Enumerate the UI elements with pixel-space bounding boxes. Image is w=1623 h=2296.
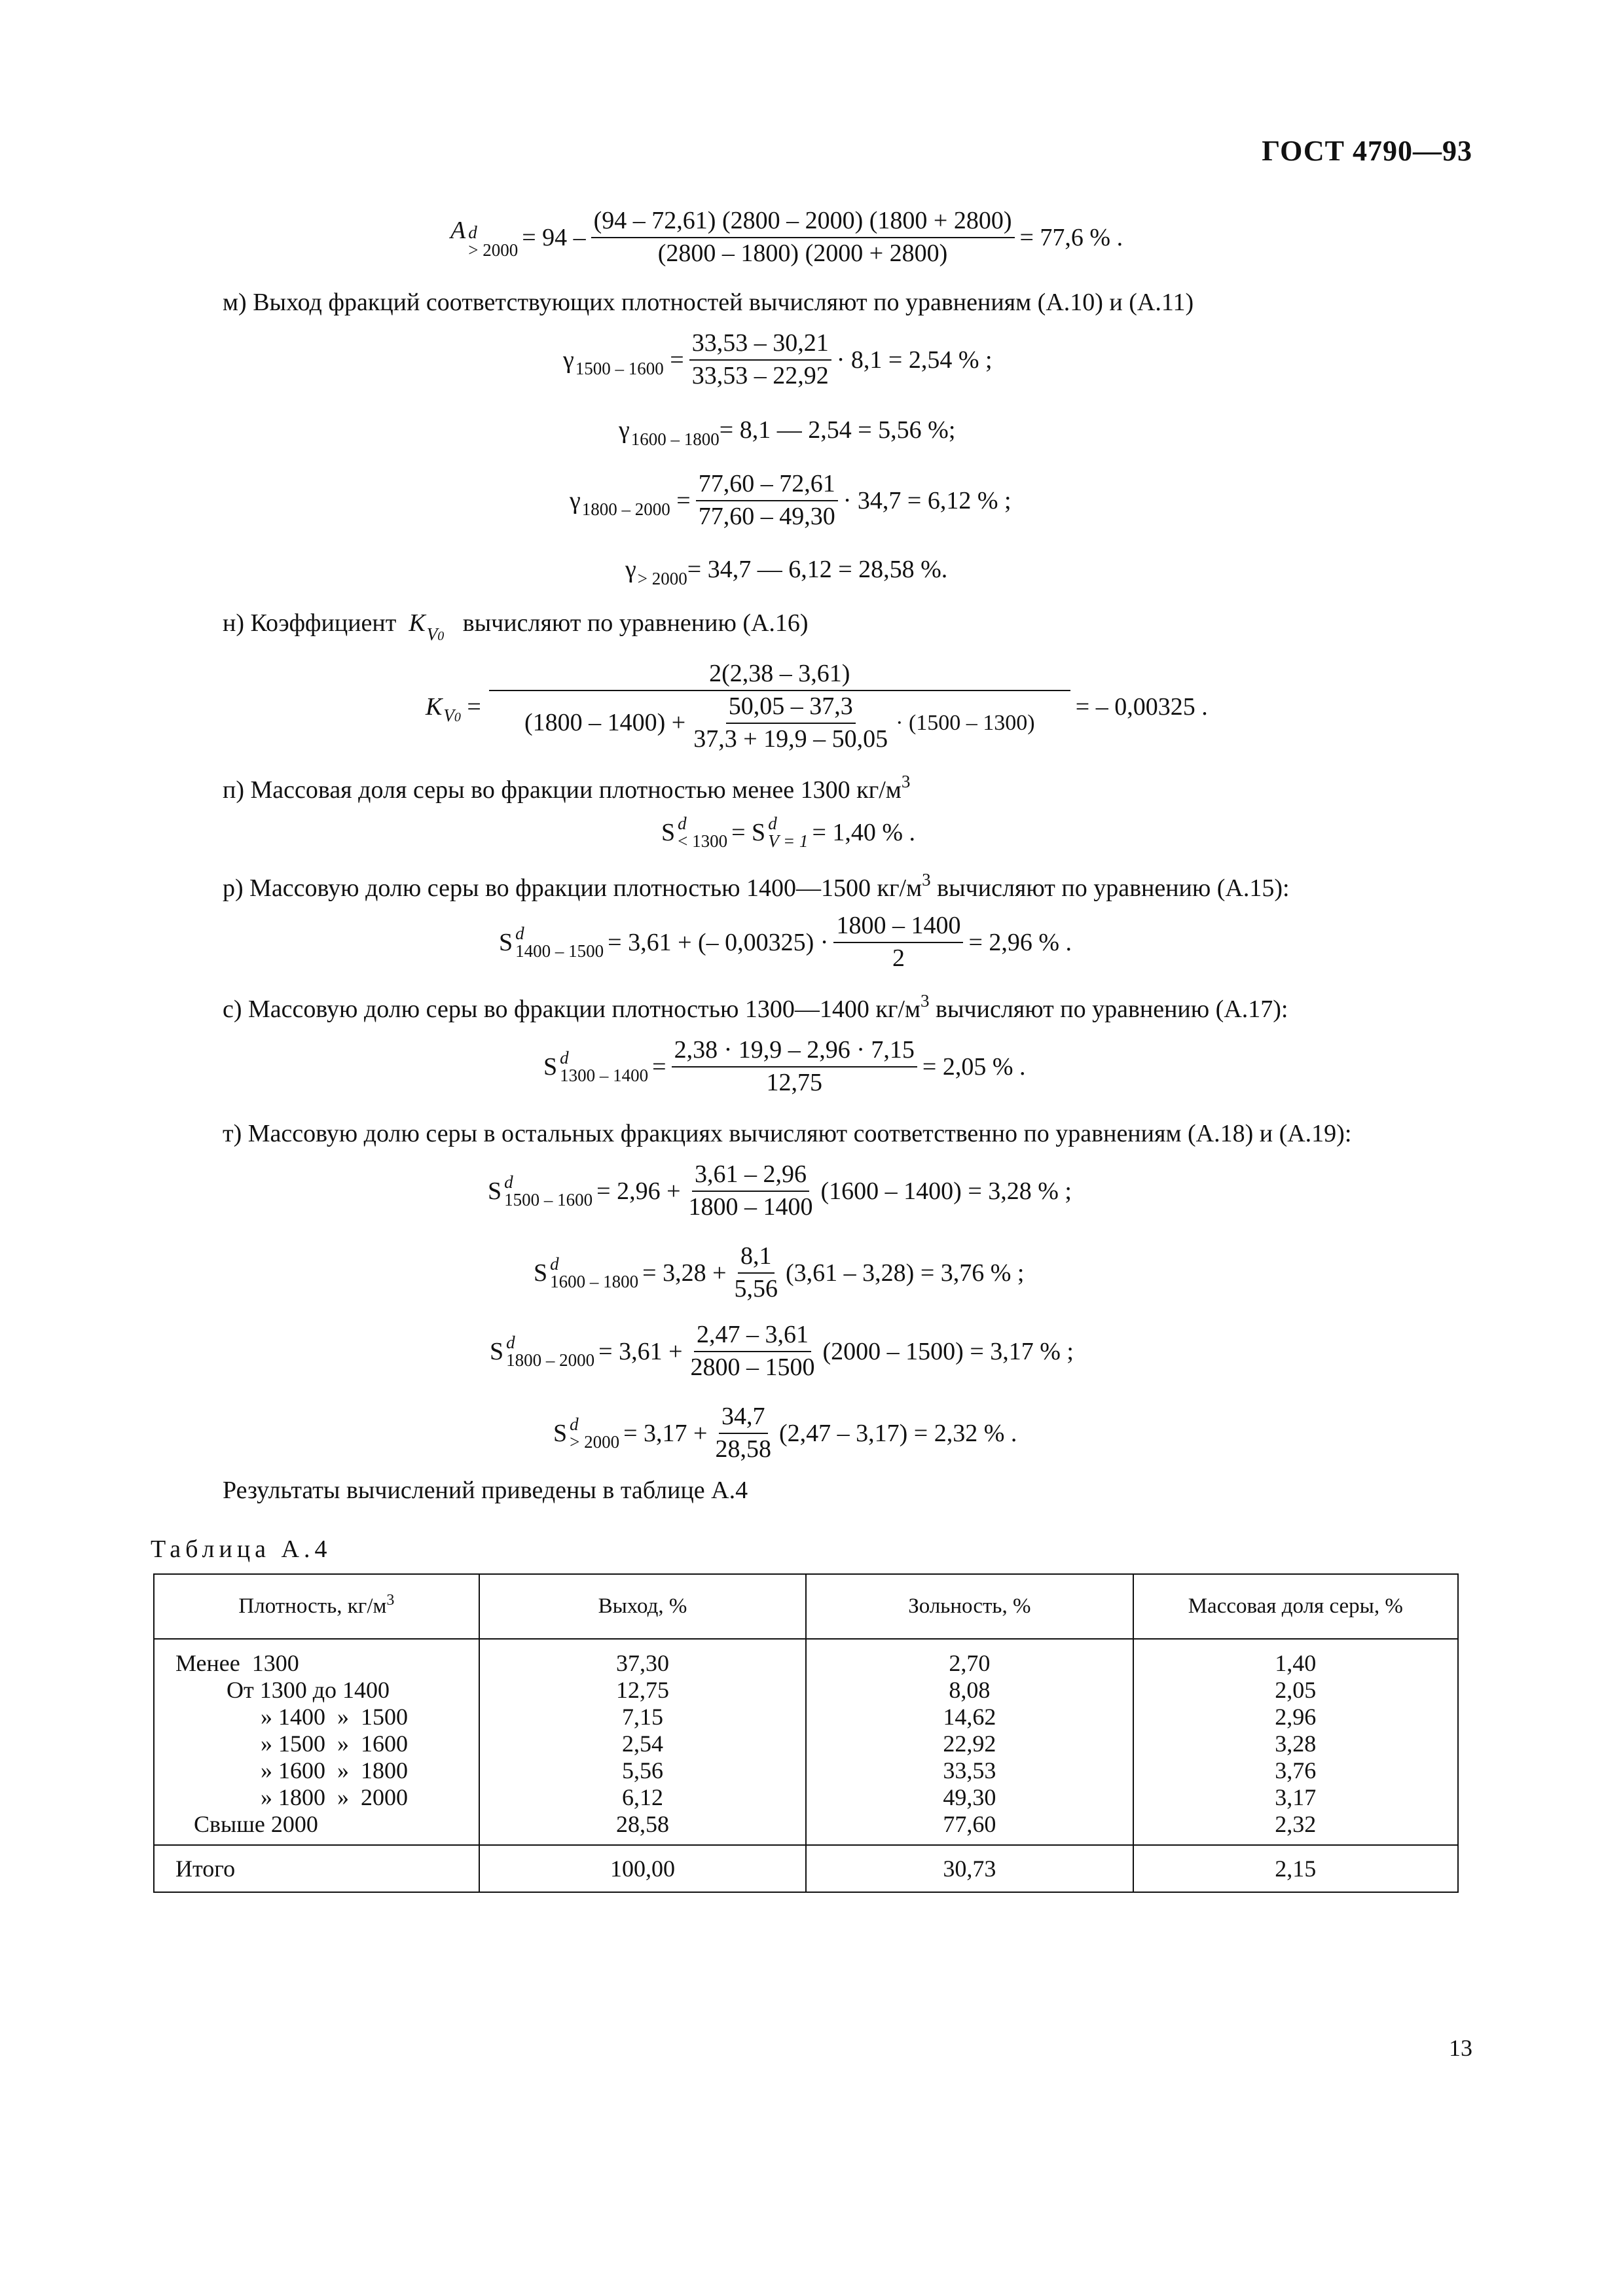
paragraph-r: р) Массовую долю серы во фракции плотностью 1400—1500 $кг/м^3$ вычисляют по уравнению (А.15):: [223, 870, 1290, 902]
table-header-row: [154, 1574, 1458, 1639]
total-label: Итого: [154, 1845, 479, 1892]
page-number: 13: [1449, 2035, 1472, 2061]
table-cell: 22,92: [943, 1731, 996, 1757]
formula-coefficient-kv: K V0 = 2(2,38 – 3,61) (1800 – 1400) + $\frac{50,05 - 37,3}{37,3 + 19,9 - 50,05}$ · (1500 – 1300) = – 0,00325 .: [426, 660, 1208, 753]
formula-sulfur-1600-1800: S d 1600 – 1800 = 3,28 + $\frac{8,1}{5,56}$ (3,61 – 3,28) = 3,76 % ;: [534, 1242, 1025, 1302]
table-cell: 2,70: [949, 1650, 991, 1676]
ash-column: [806, 1639, 1133, 1845]
table-cell: » 1600 » 1800: [261, 1757, 408, 1784]
table-cell: 6,12: [621, 1784, 663, 1810]
formula-sulfur-1300: S d < 1300 = S d V = 1 = 1,40 % .: [661, 814, 916, 851]
table-cell: 1,40: [1275, 1650, 1317, 1676]
table-cell: 2,54: [621, 1731, 663, 1757]
paragraph-p: п) Массовая доля серы во фракции плотностью менее 1300 $кг/м^3$: [223, 772, 911, 804]
paragraph-t: т) Массовую долю серы в остальных фракциях вычисляют соответственно по уравнениям (А.18) и (А.19):: [223, 1120, 1352, 1147]
table-cell: Свыше 2000: [194, 1811, 318, 1837]
table-cell: 2,32: [1275, 1811, 1317, 1837]
header-ash: Зольность, %: [806, 1574, 1133, 1639]
total-yield: 100,00: [479, 1845, 806, 1892]
density-column: [154, 1639, 479, 1845]
formula-ash-2000: A d > 2000 = 94 – $\frac{(94 - 72,61) (2800 - 2000) (1800 + 2800)}{(2800 - 1800) (2000 + 2800)}$ = 77,6 % .: [450, 207, 1123, 267]
total-sulfur: 2,15: [1133, 1845, 1458, 1892]
formula-yield-1600-1800: γ 1600 – 1800 = 8,1 — 2,54 = 5,56 %;: [619, 416, 956, 449]
sulfur-column: [1133, 1639, 1458, 1845]
yield-column: [479, 1639, 806, 1845]
table-cell: 33,53: [943, 1757, 996, 1784]
table-cell: 37,30: [615, 1650, 669, 1676]
table-cell: » 1800 » 2000: [261, 1784, 408, 1810]
table-cell: 3,28: [1275, 1731, 1317, 1757]
paragraph-s: с) Массовую долю серы во фракции плотностью 1300—1400 $кг/м^3$ вычисляют по уравнению (А.17):: [223, 991, 1288, 1023]
formula-yield-1800-2000: γ 1800 – 2000 = $\frac{77,60 - 72,61}{77,60 - 49,30}$ · 34,7 = 6,12 % ;: [570, 470, 1012, 530]
table-cell: 28,58: [615, 1811, 669, 1837]
table-cell: 5,56: [621, 1757, 663, 1784]
table-cell: От 1300 до 1400: [227, 1677, 390, 1703]
table-cell: Менее 1300: [175, 1650, 299, 1676]
table-body-row: [154, 1639, 1458, 1845]
table-cell: 3,76: [1275, 1757, 1317, 1784]
formula-sulfur-1400-1500: S d 1400 – 1500 = 3,61 + (– 0,00325) · $\frac{1800 - 1400}{2}$ = 2,96 % .: [499, 912, 1072, 972]
paragraph-m: м) Выход фракций соответствующих плотностей вычисляют по уравнениям (А.10) и (А.11): [223, 289, 1194, 316]
table-cell: 2,05: [1275, 1677, 1317, 1703]
formula-sulfur-1800-2000: S d 1800 – 2000 = 3,61 + $\frac{2,47 - 3,61}{2800 - 1500}$ (2000 – 1500) = 3,17 % ;: [490, 1321, 1074, 1381]
formula-sulfur-1300-1400: S d 1300 – 1400 = $\frac{2,38 \cdot 19,9 - 2,96 \cdot 7,15}{12,75}$ = 2,05 % .: [543, 1036, 1026, 1096]
table-cell: » 1400 » 1500: [261, 1704, 408, 1730]
header-sulfur: Массовая доля серы, %: [1133, 1574, 1458, 1639]
table-total-row: [154, 1845, 1458, 1892]
table-cell: 8,08: [949, 1677, 991, 1703]
formula-sulfur-2000: S d > 2000 = 3,17 + $\frac{34,7}{28,58}$ (2,47 – 3,17) = 2,32 % .: [553, 1403, 1017, 1463]
table-cell: 49,30: [943, 1784, 996, 1810]
formula-yield-1500-1600: γ 1500 – 1600 = $\frac{33,53 - 30,21}{33,53 - 22,92}$ · 8,1 = 2,54 % ;: [563, 329, 993, 389]
table-cell: 2,96: [1275, 1704, 1317, 1730]
table-cell: 77,60: [943, 1811, 996, 1837]
table-cell: 14,62: [943, 1704, 996, 1730]
document-code: ГОСТ 4790—93: [1262, 135, 1472, 167]
table-caption: Таблица А.4: [151, 1535, 332, 1563]
table-cell: » 1500 » 1600: [261, 1731, 408, 1757]
table-cell: 7,15: [621, 1704, 663, 1730]
table-cell: 12,75: [615, 1677, 669, 1703]
paragraph-n: н) Коэффициент $K_{V0}$ вычисляют по уравнению (А.16): [223, 609, 809, 644]
results-table: [153, 1573, 1459, 1893]
results-note: Результаты вычислений приведены в таблице А.4: [223, 1477, 748, 1504]
header-density: Плотность, $кг/м^3$: [154, 1574, 479, 1639]
table-cell: 3,17: [1275, 1784, 1317, 1810]
total-ash: 30,73: [806, 1845, 1133, 1892]
formula-sulfur-1500-1600: S d 1500 – 1600 = 2,96 + $\frac{3,61 - 2,96}{1800 - 1400}$ (1600 – 1400) = 3,28 % ;: [488, 1160, 1072, 1221]
header-yield: Выход, %: [479, 1574, 806, 1639]
formula-yield-2000: γ > 2000 = 34,7 — 6,12 = 28,58 %.: [625, 556, 948, 588]
